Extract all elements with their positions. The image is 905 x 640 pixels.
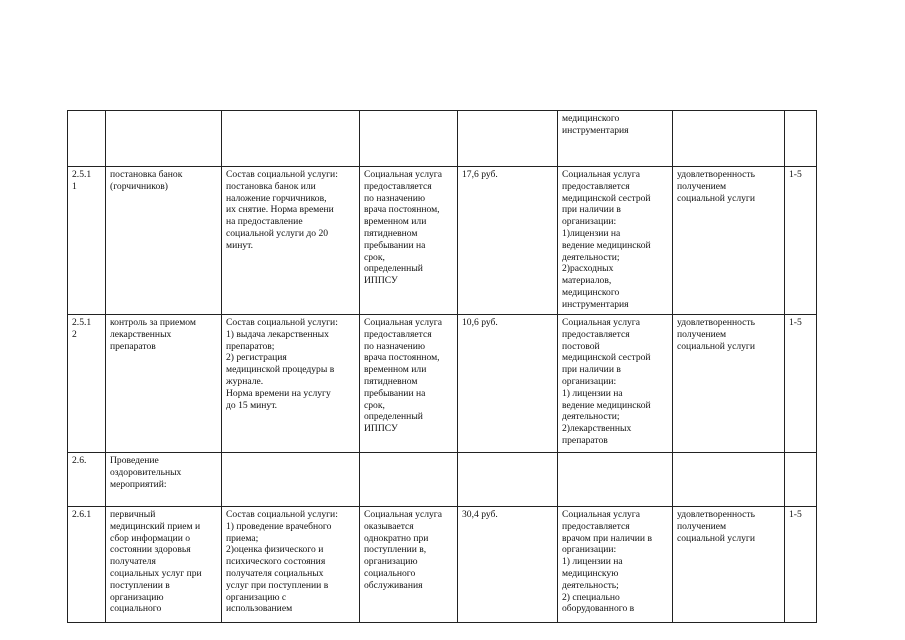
cell-conditions: Социальная услуга оказывается однократно при поступлении в, организацию социального обслуживания <box>360 507 458 623</box>
cell-number: 2.6. <box>68 453 106 507</box>
cell-quality <box>673 453 785 507</box>
cell-provider: Социальная услуга предоставляется медицинской сестрой при наличии в организации: 1)лицензии на ведение медицинской деятельности; 2)расходных материалов, медицинского инструментария <box>558 167 673 315</box>
cell-service-name: Проведение оздоровительных мероприятий: <box>106 453 222 507</box>
cell-term <box>785 111 817 167</box>
cell-composition: Состав социальной услуги: постановка банок или наложение горчичников, их снятие. Норма времени на предоставление социальной услуги до 20 минут. <box>222 167 360 315</box>
cell-composition: Состав социальной услуги: 1) выдача лекарственных препаратов; 2) регистрация медицинской процедуры в журнале. Норма времени на услугу до 15 минут. <box>222 315 360 453</box>
cell-provider <box>558 453 673 507</box>
table-row <box>68 111 817 167</box>
cell-conditions <box>360 453 458 507</box>
cell-price: 17,6 руб. <box>458 167 558 315</box>
cell-service-name: постановка банок (горчичников) <box>106 167 222 315</box>
cell-number: 2.5.1 2 <box>68 315 106 453</box>
cell-quality: удовлетворенность получением социальной услуги <box>673 167 785 315</box>
cell-provider: медицинского инструментария <box>558 111 673 167</box>
cell-price <box>458 453 558 507</box>
cell-number <box>68 111 106 167</box>
cell-term: 1-5 <box>785 315 817 453</box>
cell-price: 30,4 руб. <box>458 507 558 623</box>
table-row <box>68 167 817 315</box>
cell-number: 2.5.1 1 <box>68 167 106 315</box>
cell-provider: Социальная услуга предоставляется врачом при наличии в организации: 1) лицензии на медицинскую деятельность; 2) специально оборудованного в <box>558 507 673 623</box>
table-row <box>68 315 817 453</box>
cell-conditions: Социальная услуга предоставляется по назначению врача постоянном, временном или пятидневном пребывании на срок, определенный ИППСУ <box>360 167 458 315</box>
cell-term: 1-5 <box>785 507 817 623</box>
table-row <box>68 507 817 623</box>
cell-service-name <box>106 111 222 167</box>
cell-quality: удовлетворенность получением социальной услуги <box>673 507 785 623</box>
cell-conditions <box>360 111 458 167</box>
cell-term <box>785 453 817 507</box>
cell-composition: Состав социальной услуги: 1) проведение врачебного приема; 2)оценка физического и психического состояния получателя социальных услуг при поступлении в организацию с использованием <box>222 507 360 623</box>
cell-provider: Социальная услуга предоставляется постовой медицинской сестрой при наличии в организации: 1) лицензии на ведение медицинской деятельности; 2)лекарственных препаратов <box>558 315 673 453</box>
cell-service-name: контроль за приемом лекарственных препаратов <box>106 315 222 453</box>
table-row <box>68 453 817 507</box>
cell-quality <box>673 111 785 167</box>
cell-number: 2.6.1 <box>68 507 106 623</box>
cell-term: 1-5 <box>785 167 817 315</box>
cell-conditions: Социальная услуга предоставляется по назначению врача постоянном, временном или пятидневном пребывании на срок, определенный ИППСУ <box>360 315 458 453</box>
cell-price: 10,6 руб. <box>458 315 558 453</box>
cell-price <box>458 111 558 167</box>
cell-quality: удовлетворенность получением социальной услуги <box>673 315 785 453</box>
services-table <box>67 110 817 623</box>
cell-service-name: первичный медицинский прием и сбор информации о состоянии здоровья получателя социальных услуг при поступлении в организацию социального <box>106 507 222 623</box>
cell-composition <box>222 453 360 507</box>
cell-composition <box>222 111 360 167</box>
